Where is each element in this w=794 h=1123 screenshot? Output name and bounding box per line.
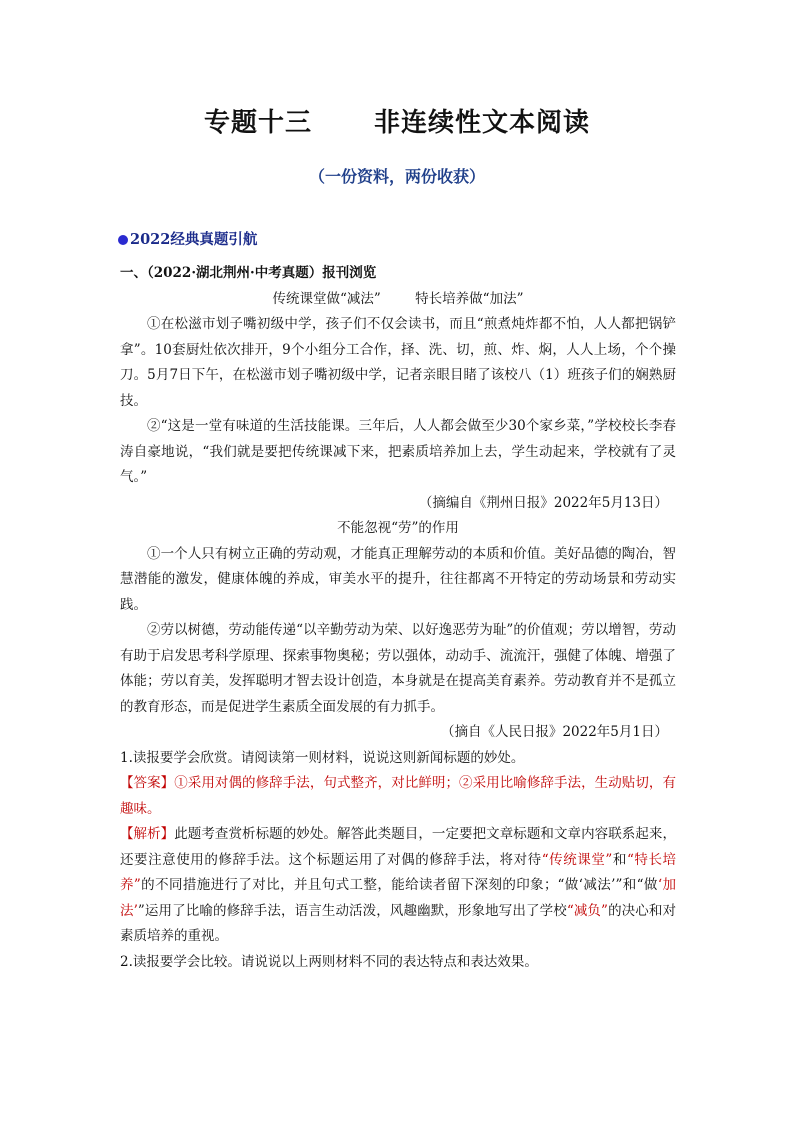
answer-tag: 【答案】 bbox=[120, 775, 175, 791]
sub-question-2: 2.读报要学会比较。请说说以上两则材料不同的表达特点和表达效果。 bbox=[120, 953, 538, 970]
section-heading bbox=[118, 230, 257, 250]
title-topic-number: 专题十三 bbox=[203, 108, 312, 138]
analysis-quote-3: ‘加法’ bbox=[120, 877, 676, 919]
page-title bbox=[0, 106, 794, 140]
analysis-text-1: 此题考查赏析标题的妙处。解答此类题目，一定要把文章标题和文章内容联系起来，还要注意使用的修辞手法。这个标题运用了对偶的修辞手法，将对待 bbox=[120, 826, 676, 868]
bullet-dot-icon bbox=[118, 235, 128, 245]
article2-title: 不能忽视“劳”的作用 bbox=[337, 520, 459, 536]
document-body bbox=[120, 261, 676, 975]
article1-title: 传统课堂做“减法” 特长培养做“加法” bbox=[272, 290, 524, 307]
sub-question-1: 1.读报要学会欣赏。请阅读第一则材料，说说这则新闻标题的妙处。 bbox=[120, 749, 525, 766]
analysis-block bbox=[120, 822, 676, 950]
article1-source: （摘编自《荆州日报》2022年5月13日） bbox=[418, 494, 668, 511]
analysis-text-2: 和 bbox=[612, 851, 627, 868]
article2-source: （摘自《人民日报》2022年5月1日） bbox=[440, 724, 668, 740]
section-label: 2022经典真题引航 bbox=[130, 231, 258, 248]
analysis-text-4: ”运用了比喻的修辞手法，语言生动活泼，风趣幽默，形象地写出了学校 bbox=[137, 902, 567, 919]
answer-block bbox=[120, 771, 676, 822]
article1-paragraph-2: ②“这是一堂有味道的生活技能课。三年后，人人都会做至少30个家乡菜，”学校校长李春涛自豪地说，“我们就是要把传统课减下来，把素质培养加上去，学生动起来，学校就有了灵气。” bbox=[120, 418, 676, 485]
analysis-quote-4: “减负” bbox=[566, 902, 608, 919]
title-topic-name: 非连续性文本阅读 bbox=[374, 108, 591, 138]
article1-paragraph-1: ①在松滋市划子嘴初级中学，孩子们不仅会读书，而且“煎煮炖炸都不怕，人人都把锅铲拿”。10套厨灶依次排开，9个小组分工合作，择、洗、切，煎、炸、焖，人人上场，个个操刀。5月7日下午，在松滋市划子嘴初级中学，记者亲眼目睹了该校八（1）班孩子们的娴熟厨技。 bbox=[120, 316, 676, 409]
analysis-text-5: 的决心和对素质培养的重视。 bbox=[120, 902, 676, 944]
analysis-tag: 【解析】 bbox=[120, 826, 175, 842]
question-heading: 一、（2022·湖北荆州·中考真题）报刊浏览 bbox=[120, 265, 377, 281]
article2-paragraph-1: ①一个人只有树立正确的劳动观，才能真正理解劳动的本质和价值。美好品德的陶冶，智慧潜能的激发，健康体魄的养成，审美水平的提升，往往都离不开特定的劳动场景和劳动实践。 bbox=[120, 545, 676, 613]
analysis-quote-1: “传统课堂” bbox=[541, 851, 613, 868]
analysis-quote-2: “特长培养” bbox=[120, 851, 677, 893]
page-subtitle: （一份资料，两份收获） bbox=[308, 167, 485, 186]
article2-paragraph-2: ②劳以树德，劳动能传递“以辛勤劳动为荣、以好逸恶劳为耻”的价值观；劳以增智，劳动有助于启发思考科学原理、探索事物奥秘；劳以强体，动动手、流流汗，强健了体魄、增强了体能；劳以育美，发挥聪明才智去设计创造，本身就是在提高美育素养。劳动教育并不是孤立的教育形态，而是促进学生素质全面发展的有力抓手。 bbox=[120, 622, 676, 715]
analysis-text-3: 的不同措施进行了对比，并且句式工整，能给读者留下深刻的印象；“做‘减法’”和“做 bbox=[140, 877, 658, 893]
answer-text: ①采用对偶的修辞手法，句式整齐，对比鲜明；②采用比喻修辞手法，生动贴切，有趣味。 bbox=[120, 775, 676, 817]
